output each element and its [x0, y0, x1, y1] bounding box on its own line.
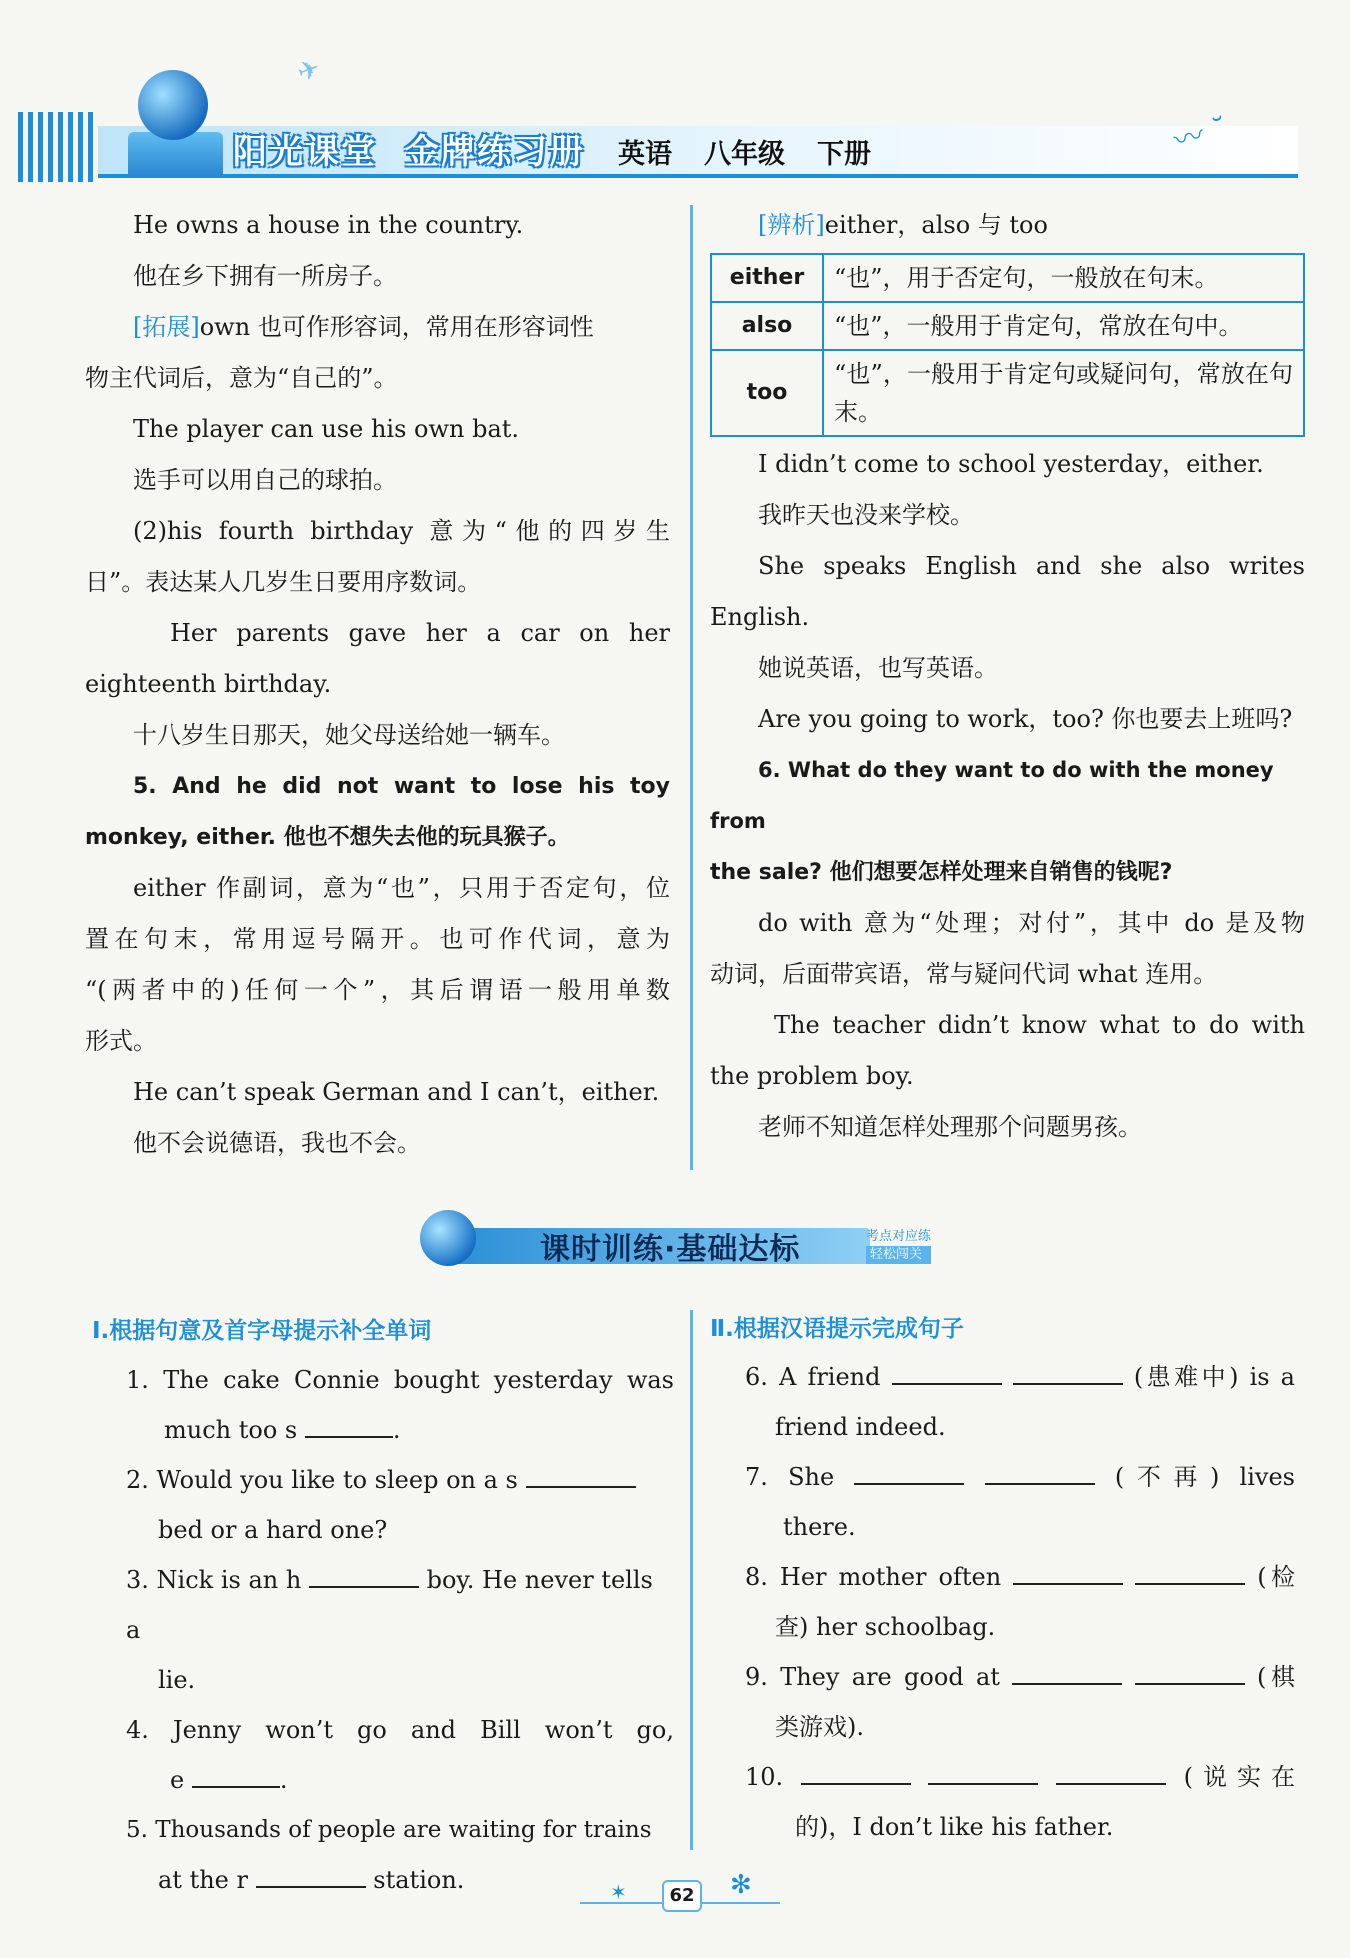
header-subject	[618, 132, 903, 171]
volume-label: 下册	[817, 139, 871, 170]
exercise-8-line-2: 查) her schoolbag.	[775, 1613, 996, 1641]
exercise-9-line-2: 类游戏).	[775, 1713, 864, 1741]
answer-blank[interactable]	[309, 1564, 419, 1588]
exercise-2-line-1: 2. Would you like to sleep on a s	[126, 1455, 674, 1505]
answer-blank[interactable]	[192, 1764, 280, 1788]
answer-blank[interactable]	[985, 1461, 1095, 1485]
exercise-7-line-1: 7. She (不再) lives	[745, 1463, 1295, 1491]
birds-icon: 〰 ˘	[1170, 111, 1233, 160]
answer-blank[interactable]	[801, 1761, 911, 1785]
answer-blank[interactable]	[1056, 1761, 1166, 1785]
exercise-8-line-1: 8. Her mother often (检	[745, 1563, 1295, 1591]
answer-blank[interactable]	[1013, 1561, 1123, 1585]
exercise-6-line-1: 6. A friend (患难中) is a	[745, 1363, 1295, 1391]
extension-tag: [拓展]	[133, 313, 200, 341]
key-sentence-6: 6. What do they want to do with the money from	[710, 758, 1274, 833]
exercise-3-line-2: lie.	[158, 1666, 196, 1694]
extension-paragraph: [拓展]own 也可作形容词，常用在形容词性	[133, 313, 594, 341]
header-logo	[233, 124, 613, 173]
example-sentence: Are you going to work，too? 你也要去上班吗?	[758, 705, 1293, 733]
section-banner	[420, 1210, 960, 1270]
section-2-exercises	[745, 1352, 1295, 1852]
example-sentence: The teacher didn’t know what to do with	[774, 1011, 1305, 1039]
exercise-1-line-2: much too s .	[164, 1416, 401, 1444]
example-sentence: She speaks English and she also writes	[758, 552, 1305, 580]
key-sentence-5: 5. And he did not want to lose his toy	[133, 774, 670, 799]
example-translation: 老师不知道怎样处理那个问题男孩。	[758, 1113, 1142, 1141]
exercise-4-line-1: 4. Jenny won’t go and Bill won’t go,	[126, 1716, 674, 1744]
starfish-icon: ✶	[610, 1880, 627, 1904]
banner-title: 课时训练·基础达标	[540, 1232, 801, 1267]
explanation-line: either 作副词，意为“也”，只用于否定句，位	[133, 874, 670, 902]
banner-side-2: 轻松闯关	[866, 1246, 931, 1264]
answer-blank[interactable]	[1135, 1661, 1245, 1685]
example-translation: 我昨天也没来学校。	[758, 501, 974, 529]
exercise-1-line-1: 1. The cake Connie bought yesterday was	[126, 1366, 674, 1394]
example-sentence: Her parents gave her a car on her	[170, 619, 670, 647]
analysis-heading: [辨析]either，also 与 too	[758, 211, 1048, 239]
exercise-5-line-2: at the r station.	[158, 1866, 465, 1894]
grade-label: 八年级	[704, 139, 785, 170]
page-number: 62	[662, 1880, 702, 1912]
answer-blank[interactable]	[526, 1464, 636, 1488]
section-1-title: Ⅰ.根据句意及首字母提示补全单词	[92, 1318, 432, 1344]
answer-blank[interactable]	[305, 1414, 393, 1438]
example-sentence: He owns a house in the country.	[133, 211, 524, 239]
example-sentence: I didn’t come to school yesterday，either.	[758, 450, 1264, 478]
example-sentence: He can’t speak German and I can’t，either.	[133, 1078, 660, 1106]
globe-icon	[420, 1210, 476, 1266]
banner-side-1: 考点对应练	[866, 1229, 932, 1244]
answer-blank[interactable]	[1013, 1361, 1123, 1385]
exercise-4-line-2: e .	[170, 1766, 288, 1794]
subject-label: 英语	[618, 139, 672, 170]
exercise-divider	[690, 1310, 693, 1850]
answer-blank[interactable]	[854, 1461, 964, 1485]
table-row: also “也”，一般用于肯定句，常放在句中。	[711, 302, 1304, 350]
answer-blank[interactable]	[256, 1864, 366, 1888]
example-translation: 他在乡下拥有一所房子。	[133, 262, 397, 290]
brand-gold-workbook: 金牌练习册	[405, 132, 585, 172]
explanation-line: (2)his fourth birthday 意为“他的四岁生	[133, 517, 670, 545]
left-column: He owns a house in the country. 他在乡下拥有一所房子。 [拓展]own 也可作形容词，常用在形容词性 物主代词后，意为“自己的”。 The player can use his own bat. 选手可以用自己的球拍。 (2)his fourth birthday 意为“他的四岁生 日”。表达某人几岁生日要用序数词。 Her parents gave her a car on her eighteenth birthday. 十八岁生日那天，她父母送给她一辆车。 5. And he did not want to lose his toy monkey, either. 他也不想失去他的玩具猴子。 either 作副词，意为“也”，只用于否定句，位 置在句末，常用逗号隔开。也可作代词，意为 “(两者中的)任何一个”，其后谓语一般用单数 形式。 He can’t speak German and I can’t，either. 他不会说德语，我也不会。	[85, 200, 670, 1169]
header-stripes	[18, 112, 98, 182]
exercise-6-line-2: friend indeed.	[775, 1413, 946, 1441]
answer-blank[interactable]	[1012, 1661, 1122, 1685]
page-footer	[580, 1870, 780, 1920]
answer-blank[interactable]	[1135, 1561, 1245, 1585]
answer-blank[interactable]	[928, 1761, 1038, 1785]
exercise-3-line-1: 3. Nick is an h boy. He never tells a	[126, 1566, 653, 1644]
exercise-5-line-1: 5. Thousands of people are waiting for trains	[126, 1817, 652, 1843]
exercise-10-line-1: 10. (说实在	[745, 1763, 1295, 1791]
section-1-exercises	[126, 1355, 674, 1905]
section-2-title: Ⅱ.根据汉语提示完成句子	[710, 1316, 964, 1342]
table-row: either “也”，用于否定句，一般放在句末。	[711, 254, 1304, 302]
column-divider	[690, 205, 693, 1170]
palm-tree-icon: ✻	[730, 1870, 752, 1900]
example-translation: 她说英语，也写英语。	[758, 654, 998, 682]
exercise-2-line-2: bed or a hard one?	[158, 1516, 388, 1544]
exercise-10-line-2: 的)，I don’t like his father.	[795, 1813, 1114, 1841]
banner-side-labels	[866, 1228, 931, 1264]
example-translation: 十八岁生日那天，她父母送给她一辆车。	[133, 721, 565, 749]
page-header	[18, 53, 1298, 185]
brand-sunshine-classroom: 阳光课堂	[233, 132, 377, 172]
paper-plane-icon: ✈	[293, 53, 325, 89]
example-translation: 选手可以用自己的球拍。	[133, 466, 397, 494]
table-row: too “也”，一般用于肯定句或疑问句，常放在句末。	[711, 350, 1304, 436]
globe-icon	[138, 70, 208, 140]
exercise-7-line-2: there.	[783, 1513, 856, 1541]
analysis-tag: [辨析]	[758, 211, 825, 239]
answer-blank[interactable]	[892, 1361, 1002, 1385]
comparison-table	[710, 253, 1305, 437]
explanation-line: do with 意为“处理；对付”，其中 do 是及物	[758, 909, 1305, 937]
right-column: [辨析]either，also 与 too either “也”，用于否定句，一般放在句末。 also “也”，一般用于肯定句，常放在句中。 too “也”，一般用于肯定句或疑问句，常放在句末。 I didn’t come to school yesterday，either. 我昨天也没来学校。 She speaks English and she also writes English. 她说英语，也写英语。 Are you going to work，too? 你也要去上班吗? 6. What do they want to do with the money from the sale? 他们想要怎样处理来自销售的钱呢? do with 意为“处理；对付”，其中 do 是及物 动词，后面带宾语，常与疑问代词 what 连用。 The teacher didn’t know what to do with the problem boy. 老师不知道怎样处理那个问题男孩。	[710, 200, 1305, 1153]
example-translation: 他不会说德语，我也不会。	[133, 1129, 421, 1157]
example-sentence: The player can use his own bat.	[133, 415, 520, 443]
exercise-9-line-1: 9. They are good at (棋	[745, 1663, 1295, 1691]
